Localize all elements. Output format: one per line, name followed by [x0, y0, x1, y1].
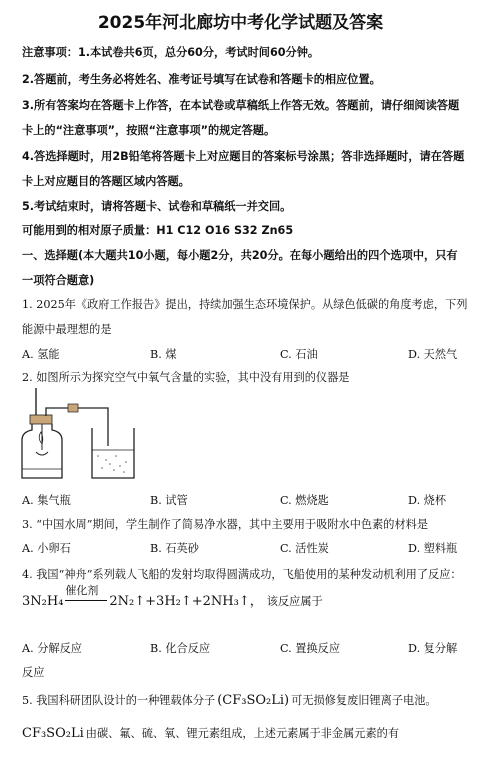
notice-line-2: 2.答题前，考生务必将姓名、准考证号填写在试卷和答题卡的相应位置。 [22, 73, 381, 86]
section-heading: 一、选择题(本大题共10小题，每小题2分，共20分。在每小题给出的四个选项中，只有 [22, 249, 458, 262]
q2-stem: 2. 如图所示为探究空气中氧气含量的实验，其中没有用到的仪器是 [22, 371, 350, 384]
q1-option-c: C. 石油 [280, 348, 318, 361]
q4-equation-left: 3N₂H₄ [22, 594, 64, 609]
q4-option-d: D. 复分解 [408, 642, 458, 655]
q5-stem [22, 692, 437, 708]
q4-equation-right: 2N₂↑+3H₂↑+2NH₃↑， [109, 594, 263, 609]
q5-line2-formula: CF₃SO₂Li [22, 726, 84, 741]
q3-option-a: A. 小卵石 [22, 542, 71, 555]
notice-line-7: 5.考试结束时，请将答题卡、试卷和草稿纸一并交回。 [22, 200, 292, 213]
notice-line-1: 注意事项：1.本试卷共6页，总分60分，考试时间60分钟。 [22, 46, 320, 59]
notice-line-4: 卡上的“注意事项”，按照“注意事项”的规定答题。 [22, 124, 276, 137]
catalyst-arrow [63, 583, 109, 608]
q2-option-a: A. 集气瓶 [22, 494, 71, 507]
q3-stem: 3. “中国水周”期间，学生制作了简易净水器，其中主要用于吸附水中色素的材料是 [22, 518, 429, 531]
notice-line-3: 3.所有答案均在答题卡上作答，在本试卷或草稿纸上作答无效。答题前，请仔细阅读答题 [22, 99, 460, 112]
notice-line-5: 4.答选择题时，用2B铅笔将答题卡上对应题目的答案标号涂黑；答非选择题时，请在答题 [22, 150, 465, 163]
notice-line-6: 卡上对应题目的答题区域内答题。 [22, 175, 190, 188]
q3-option-c: C. 活性炭 [280, 542, 329, 555]
q2-option-d: D. 烧杯 [408, 494, 447, 507]
q4-stem: 4. 我国“神舟”系列载人飞船的发射均取得圆满成功，飞船使用的某种发动机利用了反应： [22, 568, 462, 581]
q3-option-b: B. 石英砂 [150, 542, 199, 555]
q2-option-b: B. 试管 [150, 494, 188, 507]
q5-line2 [22, 725, 399, 741]
q4-option-b: B. 化合反应 [150, 642, 211, 655]
q4-equation-tail: 该反应属于 [266, 595, 323, 608]
q4-option-c: C. 置换反应 [280, 642, 341, 655]
q5-formula: (CF₃SO₂Li) [217, 693, 290, 708]
q5-stem-post: 可无损修复废旧锂离子电池。 [291, 694, 437, 707]
q1-stem-cont: 能源中最理想的是 [22, 323, 112, 336]
atomic-mass-line: 可能用到的相对原子质量：H1 C12 O16 S32 Zn65 [22, 224, 294, 237]
q1-option-a: A. 氢能 [22, 348, 60, 361]
q4-equation [22, 583, 323, 609]
q5-stem-pre: 5. 我国科研团队设计的一种锂载体分子 [22, 694, 216, 707]
page-title: 2025年河北廊坊中考化学试题及答案 [97, 13, 384, 33]
q1-stem: 1. 2025年《政府工作报告》提出，持续加强生态环境保护。从绿色低碳的角度考虑，下列 [22, 298, 468, 311]
q2-option-c: C. 燃烧匙 [280, 494, 329, 507]
q1-option-b: B. 煤 [150, 348, 177, 361]
q1-option-d: D. 天然气 [408, 348, 458, 361]
catalyst-label: 催化剂 [65, 583, 99, 597]
oxygen-experiment-apparatus-figure [16, 386, 146, 482]
q4-option-d-wrap: 反应 [22, 666, 45, 679]
q4-option-a: A. 分解反应 [22, 642, 82, 655]
q5-line2-text: 由碳、氟、硫、氧、锂元素组成，上述元素属于非金属元素的有 [85, 727, 400, 740]
q3-option-d: D. 塑料瓶 [408, 542, 458, 555]
section-heading-cont: 一项符合题意) [22, 274, 95, 287]
